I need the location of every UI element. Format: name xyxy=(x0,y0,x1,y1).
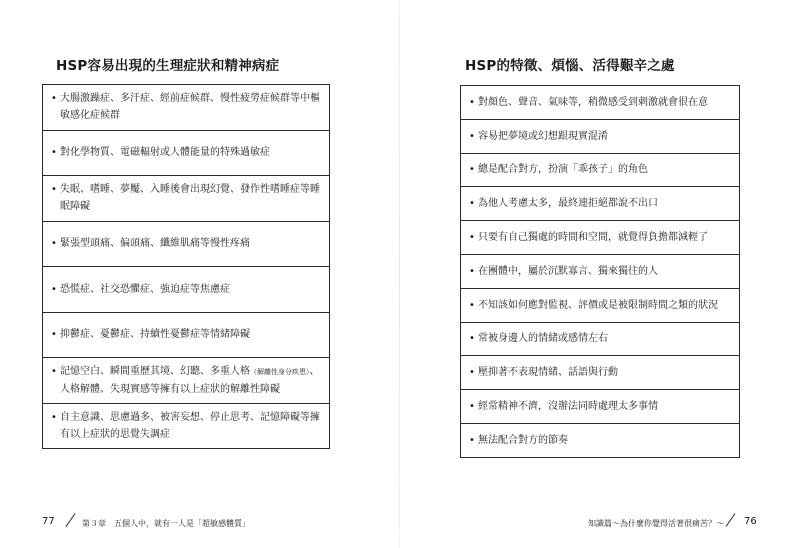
row-text: 恐慌症、社交恐懼症、強迫症等焦慮症 xyxy=(60,283,230,295)
row-text: 對化學物質、電磁輻射或人體能量的特殊過敏症 xyxy=(60,147,270,159)
row-text: 眠障礙 xyxy=(60,201,90,213)
row-text: 有以上症狀的思覺失調症 xyxy=(60,428,170,440)
row-text: 無法配合對方的節奏 xyxy=(478,434,568,446)
row-text: 失眠、嗜睡、夢魘、入睡後會出現幻覺、發作性嗜睡症等睡 xyxy=(60,184,320,196)
left-page xyxy=(0,0,399,548)
bullet: • xyxy=(469,96,475,108)
characteristics-table xyxy=(460,85,740,458)
symptoms-table xyxy=(42,84,330,449)
table-row xyxy=(43,176,329,222)
table-row xyxy=(461,187,739,221)
table-row xyxy=(461,289,739,323)
right-page-number: 76 xyxy=(744,516,757,527)
bullet: • xyxy=(51,238,57,250)
row-note: （解離性身分疾患） xyxy=(250,367,310,376)
left-running-footer: 第３章 五個人中，就有一人是「超敏感體質」 xyxy=(82,519,250,528)
right-page xyxy=(400,0,799,548)
table-row xyxy=(43,358,329,404)
bullet: • xyxy=(51,411,57,423)
bullet: • xyxy=(469,232,475,244)
row-text: 總是配合對方，扮演「乖孩子」的角色 xyxy=(478,164,648,176)
footer-divider xyxy=(726,513,736,527)
table-row xyxy=(461,424,739,458)
bullet: • xyxy=(51,93,57,105)
bullet: • xyxy=(51,184,57,196)
row-text: 大腸激躁症、多汗症、經前症候群、慢性疲勞症候群等中樞 xyxy=(60,93,320,105)
left-section-title: HSP容易出現的生理症狀和精神病症 xyxy=(56,58,280,74)
bullet: • xyxy=(469,333,475,345)
table-row xyxy=(461,86,739,120)
table-row xyxy=(461,323,739,357)
table-row xyxy=(461,390,739,424)
table-row xyxy=(43,404,329,450)
bullet: • xyxy=(469,367,475,379)
row-text: 只要有自己獨處的時間和空間，就覺得負擔都減輕了 xyxy=(478,232,708,244)
row-text: 敏感化症候群 xyxy=(60,110,120,122)
row-text: 抑鬱症、憂鬱症、持續性憂鬱症等情緒障礙 xyxy=(60,329,250,341)
table-row xyxy=(43,131,329,177)
bullet: • xyxy=(469,130,475,142)
bullet: • xyxy=(51,329,57,341)
row-text: 緊張型頭痛、偏頭痛、纖維肌痛等慢性疼痛 xyxy=(60,238,250,250)
right-running-footer: 知識篇～為什麼你覺得活著很痛苦？～ xyxy=(588,519,724,528)
right-section-title: HSP的特徵、煩惱、活得艱辛之處 xyxy=(465,58,675,74)
row-text: 對顏色、聲音、氣味等，稍微感受到刺激就會很在意 xyxy=(478,96,708,108)
table-row xyxy=(461,255,739,289)
row-text: 為他人考慮太多，最終連拒絕都說不出口 xyxy=(478,198,658,210)
row-text: 、 xyxy=(309,365,320,377)
bullet: • xyxy=(469,434,475,446)
table-row xyxy=(461,221,739,255)
left-page-number: 77 xyxy=(42,516,55,527)
table-row xyxy=(43,267,329,313)
bullet: • xyxy=(469,198,475,210)
bullet: • xyxy=(469,401,475,413)
row-text: 容易把夢境或幻想跟現實混淆 xyxy=(478,130,608,142)
table-row xyxy=(43,222,329,268)
table-row xyxy=(461,120,739,154)
row-text: 自主意識、思慮過多、被害妄想、停止思考、記憶障礙等擁 xyxy=(60,411,320,423)
bullet: • xyxy=(469,265,475,277)
bullet: • xyxy=(51,147,57,159)
row-text: 記憶空白、瞬間重歷其境、幻聽、多重人格 xyxy=(60,365,250,377)
bullet: • xyxy=(51,365,57,377)
table-row xyxy=(43,85,329,131)
row-text: 不知該如何應對監視、評價或是被限制時間之類的狀況 xyxy=(478,299,718,311)
table-row xyxy=(461,154,739,188)
row-text: 經常精神不濟，沒辦法同時處理太多事情 xyxy=(478,401,658,413)
row-text: 人格解體、失現實感等擁有以上症狀的解離性障礙 xyxy=(60,383,280,395)
footer-divider xyxy=(66,513,76,527)
bullet: • xyxy=(51,283,57,295)
table-row xyxy=(461,356,739,390)
row-text: 壓抑著不表現情緒、話語與行動 xyxy=(478,367,618,379)
row-text: 在團體中，屬於沉默寡言、獨來獨往的人 xyxy=(478,265,658,277)
table-row xyxy=(43,313,329,359)
row-text: 常被身邊人的情緒或感情左右 xyxy=(478,333,608,345)
bullet: • xyxy=(469,299,475,311)
bullet: • xyxy=(469,164,475,176)
